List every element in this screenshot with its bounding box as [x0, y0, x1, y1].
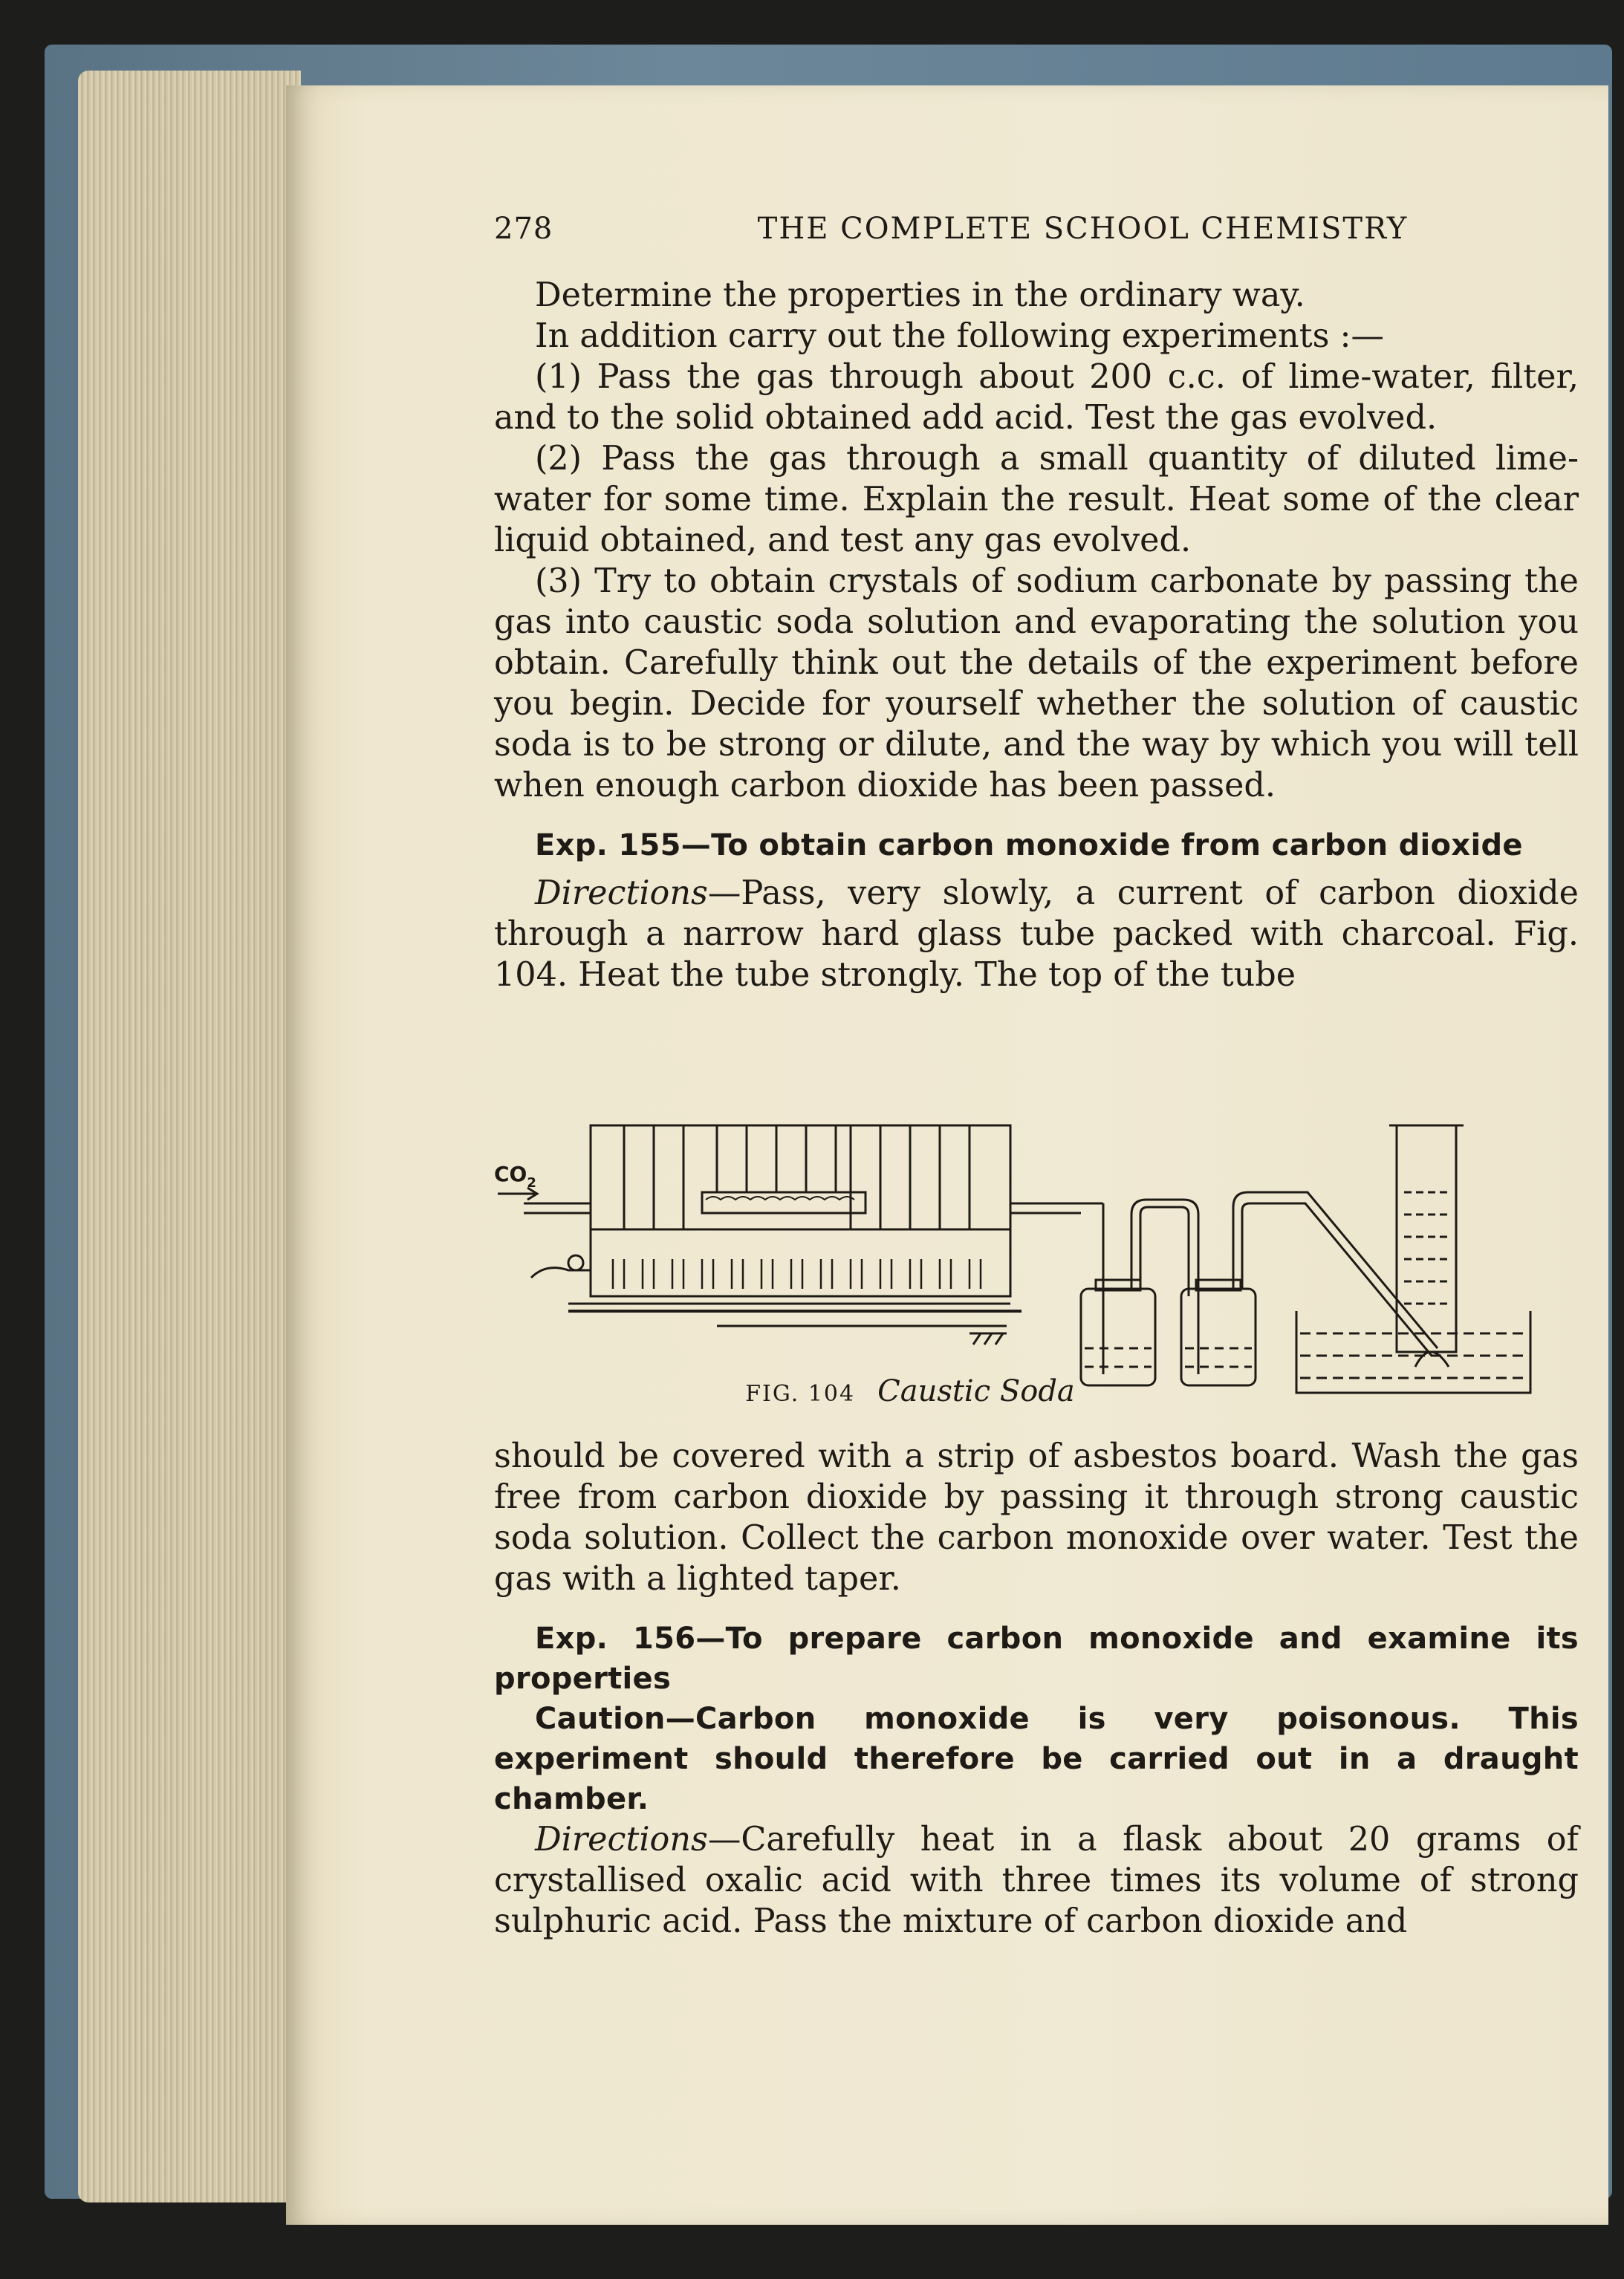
directions-label-156: Directions [535, 1821, 708, 1859]
paragraph-experiment-3: (3) Try to obtain crystals of sodium carbonate by passing the gas into caustic soda solution and evaporating the solution you obtain. Carefully think out the details of the experiment before you begin. Decide for yourself whether the solution of caustic soda is to be strong or dilute, and the way by which you will tell when enough carbon dioxide has been passed. [494, 562, 1579, 804]
page-edges [78, 71, 301, 2202]
directions-label: Directions [535, 874, 708, 912]
directions-text: —Pass, very slowly, a current of carbon dioxide through a narrow hard glass tube packed with charcoal. Fig. 104. Heat the tube strongly. The top of the tube [494, 874, 1579, 994]
page-number: 278 [494, 212, 553, 246]
body-text-top [494, 275, 1579, 995]
figure-number: FIG. 104 [745, 1381, 856, 1407]
book-page [286, 85, 1608, 2225]
paragraph-experiment-1: (1) Pass the gas through about 200 c.c. of lime-water, filter, and to the solid obtained add acid. Test the gas evolved. [494, 358, 1579, 437]
figure-caption [539, 1374, 1282, 1408]
caption-label: Caustic Soda [877, 1374, 1075, 1408]
paragraph-experiment-2: (2) Pass the gas through a small quantity of diluted lime-water for some time. Explain the result. Heat some of the clear liquid obtained, and test any gas evolved. [494, 440, 1579, 559]
burner-jets [613, 1259, 981, 1289]
exp-156-heading: Exp. 156—To prepare carbon monoxide and examine its properties [494, 1622, 1579, 1696]
paragraph-addition: In addition carry out the following experiments :— [535, 317, 1385, 355]
gas-tap [531, 1268, 591, 1278]
exp-155-continued: should be covered with a strip of asbestos board. Wash the gas free from carbon dioxide by passing it through strong caustic soda solution. Collect the carbon monoxide over water. Test the gas with a lighted taper. [494, 1437, 1579, 1598]
gas-label: $CO_2$ [494, 1162, 536, 1191]
exp-156-directions [494, 1819, 1579, 1942]
directions-text-156: —Carefully heat in a flask about 20 grams of crystallised oxalic acid with three times its volume of strong sulphuric acid. Pass the mixture of carbon dioxide and [494, 1821, 1579, 1940]
charcoal-tube [702, 1192, 865, 1213]
running-header [494, 212, 1624, 253]
body-text-bottom [494, 1436, 1579, 1942]
paragraph-properties: Determine the properties in the ordinary way. [535, 276, 1305, 314]
caution-text: Caution—Carbon monoxide is very poisonous. This experiment should therefore be carried out in a draught chamber. [494, 1702, 1579, 1816]
exp-155-heading: Exp. 155—To obtain carbon monoxide from carbon dioxide [535, 828, 1523, 862]
running-title: THE COMPLETE SCHOOL CHEMISTRY [757, 212, 1409, 246]
exp-155-directions [494, 873, 1579, 995]
